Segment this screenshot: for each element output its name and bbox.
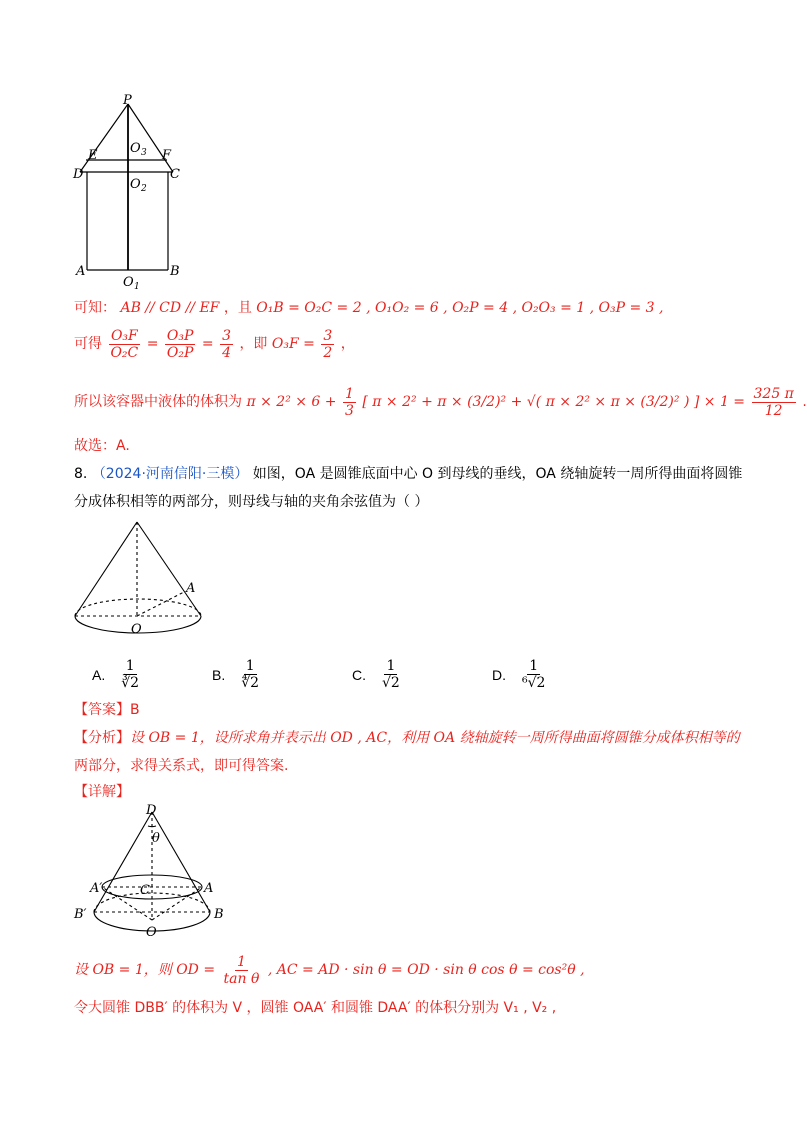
volume-definition-line: 令大圆锥 DBB′ 的体积为 V ，圆锥 OAA′ 和圆锥 DAA′ 的体积分别为 V₁ , V₂ , bbox=[74, 1000, 557, 1016]
label-d: D bbox=[73, 167, 84, 182]
detail-heading: 【详解】 bbox=[74, 784, 130, 800]
label-o: O bbox=[146, 925, 157, 940]
label-a-prime: A′ bbox=[90, 881, 103, 896]
option-d[interactable]: D. $\frac{1}{\text{⁶√2}}$ bbox=[492, 658, 546, 691]
question-number: 8. bbox=[74, 466, 88, 482]
ratio-line: 可得 $\frac{\text{O₃F}}{\text{O₂C}}$ = $\frac{\text{O₃P}}{\text{O₂P}}$ = $\frac{3}{4}$ ，即 O₃F = $\frac{3}{2}$ ， bbox=[74, 327, 355, 361]
setup-line bbox=[74, 952, 585, 988]
question-8-line-1 bbox=[74, 464, 742, 484]
obtain-prefix: 可得 bbox=[74, 336, 102, 352]
o3f-eq: O₃F = bbox=[271, 336, 315, 352]
label-o2-sub: 2 bbox=[141, 184, 147, 194]
label-o2: O bbox=[130, 177, 141, 192]
setup-fraction: $\frac{1}{\text{tan θ}}$ bbox=[223, 953, 260, 987]
o3f-fraction: $\frac{3}{2}$ bbox=[323, 327, 333, 361]
label-d: D bbox=[146, 803, 157, 818]
ratio-rhs-fraction: $\frac{3}{4}$ bbox=[222, 327, 231, 361]
option-b[interactable]: B. $\frac{1}{∜2}$ bbox=[212, 658, 260, 691]
label-f: F bbox=[162, 148, 172, 163]
volume-bracket: [ π × 2² + π × (3/2)² + √( π × 2² × π × (3/2)² ) ] × 1 = bbox=[362, 394, 746, 410]
label-p: P bbox=[123, 93, 132, 108]
known-values: O₁B = O₂C = 2 , O₁O₂ = 6 , O₂P = 4 , O₂O₃ = 1 , O₃P = 3 , bbox=[256, 300, 664, 316]
setup-tail: , AC = AD · sin θ = OD · sin θ cos θ = cos²θ , bbox=[267, 962, 585, 978]
option-a[interactable]: A. $\frac{1}{∛2}$ bbox=[92, 658, 140, 691]
container-figure bbox=[70, 92, 200, 290]
known-prefix: 可知： bbox=[74, 300, 116, 316]
known-parallel: AB // CD // EF bbox=[120, 300, 220, 316]
label-o1: O bbox=[123, 275, 134, 290]
answer-line: 【答案】B bbox=[74, 702, 140, 718]
option-a-value: $\frac{1}{∛2}$ bbox=[121, 658, 140, 691]
volume-result: $\frac{325 \pi}{12}$ bbox=[753, 385, 794, 419]
option-c-value: $\frac{1}{√2}$ bbox=[382, 658, 400, 691]
analysis-line-1: 【分析】设 OB = 1，设所求角并表示出 OD , AC，利用 OA 绕轴旋转一周所得曲面将圆锥分成体积相等的 bbox=[74, 730, 740, 746]
ratio-lhs-fraction: $\frac{\text{O₃F}}{\text{O₂C}}$ bbox=[110, 327, 139, 361]
option-c[interactable]: C. $\frac{1}{√2}$ bbox=[352, 658, 400, 691]
label-o1-sub: 1 bbox=[134, 282, 140, 292]
volume-third-fraction: $\frac{1}{3}$ bbox=[344, 385, 354, 419]
label-a: A bbox=[204, 881, 214, 896]
volume-expr: π × 2² × 6 + bbox=[246, 394, 337, 410]
then-text: ，即 bbox=[239, 336, 268, 352]
option-d-value: $\frac{1}{\text{⁶√2}}$ bbox=[522, 658, 546, 691]
analysis-line-2: 两部分，求得关系式，即可得答案. bbox=[74, 758, 289, 774]
option-b-value: $\frac{1}{∜2}$ bbox=[241, 658, 260, 691]
ratio-mid-fraction: $\frac{\text{O₃P}}{\text{O₂P}}$ bbox=[166, 327, 194, 361]
volume-prefix: 所以该容器中液体的体积为 bbox=[74, 394, 242, 410]
label-o3: O bbox=[130, 141, 141, 156]
question-source: （2024·河南信阳·三模） bbox=[91, 466, 249, 482]
label-c: C bbox=[170, 167, 180, 182]
cone-figure bbox=[70, 516, 220, 642]
known-and: ，且 bbox=[223, 300, 252, 316]
label-o: O bbox=[131, 622, 142, 637]
label-a: A bbox=[186, 581, 196, 596]
choose-line: 故选：A. bbox=[74, 438, 130, 454]
label-e: E bbox=[88, 148, 98, 163]
known-line bbox=[74, 298, 663, 318]
label-c: C bbox=[140, 883, 150, 898]
label-a: A bbox=[76, 264, 86, 279]
label-o3-sub: 3 bbox=[141, 148, 147, 158]
question-text-1: 如图，OA 是圆锥底面中心 O 到母线的垂线，OA 绕轴旋转一周所得曲面将圆锥 bbox=[252, 466, 743, 482]
label-theta: θ bbox=[152, 831, 160, 846]
label-b: B bbox=[170, 264, 180, 279]
setup-text: 设 OB = 1，则 OD = bbox=[74, 962, 216, 978]
label-b: B bbox=[214, 907, 224, 922]
analysis-text-1: 设 OB = 1，设所求角并表示出 OD , AC，利用 OA 绕轴旋转一周所得曲面将圆锥分成体积相等的 bbox=[130, 730, 740, 746]
volume-line: 所以该容器中液体的体积为 π × 2² × 6 + $\frac{1}{3}$ [ π × 2² + π × (3/2)² + √( π × 2² × π × (3/2)² ) ] × 1 = $\frac{325 \pi}{12}$ . bbox=[74, 385, 807, 419]
double-cone-figure bbox=[70, 802, 240, 942]
label-b-prime: B′ bbox=[74, 907, 87, 922]
question-8-line-2: 分成体积相等的两部分，则母线与轴的夹角余弦值为（ ） bbox=[74, 494, 429, 510]
